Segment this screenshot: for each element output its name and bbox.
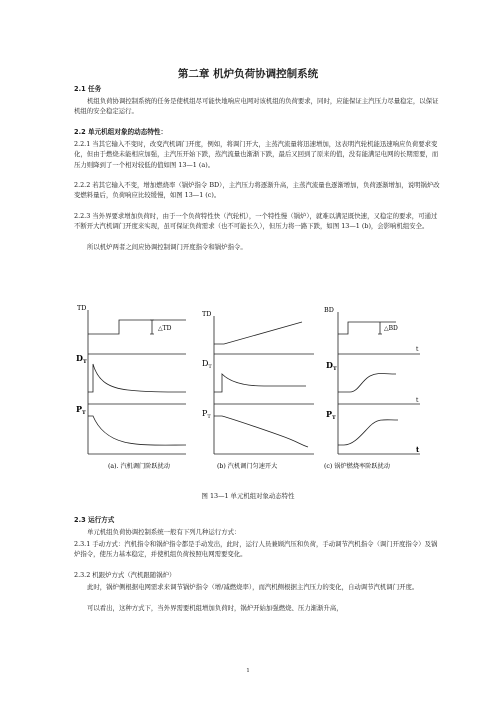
col-b-dt-label: $D_T$ [202, 359, 212, 370]
col-b-top-label: TD [202, 310, 212, 318]
col-a-top-label: TD [77, 304, 87, 312]
paragraph-modes-intro: 单元机组负荷协调控制系统一般有下列几种运行方式： [87, 528, 241, 536]
col-b-pt-label: $P_T$ [202, 409, 211, 420]
figure-dynamics [74, 304, 454, 486]
col-b-dt-curve [214, 374, 306, 392]
section-heading-task: 2.1 任务 [74, 85, 102, 93]
col-c-dt-t-label: t [416, 397, 419, 404]
col-a-delta-label: △TD [158, 325, 172, 332]
paragraph-conclusion: 所以机炉两者之间应协调控制调门开度指令和锅炉指令。 [87, 243, 247, 251]
col-c-pt-label: $P_T$ [326, 409, 336, 421]
col-a-dt-label: $D_T$ [76, 353, 87, 365]
paragraph-2-2-1: 2.2.1 当其它输入不变时，改变汽机调门开度，例如，将调门开大，主蒸汽流量将迅速增加，这表明汽轮机能迅速响应负荷要求变化，但由于燃烧未能相应加强，主汽压开始下跌，蒸汽流量也渐渐下跌，最后又回到了原来的值，没有能满足电网的长期需要，而压力则降到了一个相对较低的值如图 13—1 (a)。 [74, 140, 439, 169]
col-c-pt-curve [338, 420, 398, 445]
col-c-axes [338, 312, 420, 454]
section-heading-dynamics: 2.2 单元机组对象的动态特性： [74, 128, 168, 136]
col-c-dt-curve [338, 374, 396, 393]
paragraph-2-3-2-body: 此时，锅炉侧根据电网需求来调节锅炉指令（增/减燃烧率），而汽机侧根据主汽压力的变化，自动调节汽机调门开度。 [87, 583, 419, 591]
figure-caption: 图 13—1 单元机组对象动态特性 [201, 492, 295, 500]
col-c-top-label: BD [324, 306, 334, 314]
section-heading-modes: 2.3 运行方式 [74, 516, 115, 524]
col-a-pt-curve [88, 416, 186, 445]
col-a-dt-curve [88, 364, 186, 392]
col-a-caption: (a). 汽机调门阶跃扰动 [108, 463, 170, 470]
paragraph-2-2-2: 2.2.2 若其它输入不变，增加燃烧率（锅炉指令 BD），主汽压力将逐渐升高，主蒸汽流量也逐渐增加，负荷逐渐增加，说明锅炉改变燃料量后，负荷响应比较缓慢，如图 13—1 (c)。 [74, 181, 440, 200]
chapter-title: 第二章 机炉负荷协调控制系统 [177, 68, 319, 80]
col-c-caption: (c) 锅炉燃烧率阶跃扰动 [324, 463, 390, 470]
col-a-delta-bracket [150, 320, 154, 334]
col-b-pt-curve [214, 416, 308, 447]
col-c-delta-label: △BD [384, 325, 398, 332]
paragraph-2-3-2-more: 可以看出，这种方式下，当外界需要机组增加负荷时，锅炉开始加强燃烧、压力渐渐升高， [87, 604, 343, 612]
col-c-bd-t-label: t [416, 346, 419, 353]
col-b-caption: (b) 汽机调门匀速开大 [217, 463, 278, 470]
paragraph-2-2-3: 2.2.3 当外界要求增加负荷时，由于一个负荷特性快（汽轮机），一个特性慢（锅炉），就难以满足既快速，又稳定的要求，可通过不断开大汽机调门开度来实现，虽可保证负荷需求（也不可能长久），但压力将一路下跌，如图 13—1 (b)，会影响机组安全。 [74, 212, 438, 231]
col-a-pt-label: $P_T$ [76, 404, 86, 416]
paragraph-task: 机组负荷协调控制系统的任务是使机组尽可能快地响应电网对该机组的负荷要求，同时，应能保证主汽压力尽量稳定，以保证机组的安全稳定运行。 [74, 97, 439, 116]
page-number: 1 [246, 668, 250, 674]
col-c-pt-t-label: t [416, 445, 420, 454]
col-b-td-ramp [214, 322, 302, 344]
col-c-dt-label: $D_T$ [326, 360, 337, 372]
paragraph-2-3-1: 2.3.1 手动方式：汽机指令和锅炉指令都是手动发出，此时，运行人员兼顾汽压和负荷，手动调节汽机指令（调门开度指令）及锅炉指令，使压力基本稳定，并使机组负荷按照电网需要变化。 [74, 540, 438, 559]
paragraph-2-3-2-title: 2.3.2 机跟炉方式（汽机跟随锅炉） [74, 571, 176, 579]
col-c-delta-bracket [378, 322, 382, 334]
col-b-axes [214, 316, 314, 454]
